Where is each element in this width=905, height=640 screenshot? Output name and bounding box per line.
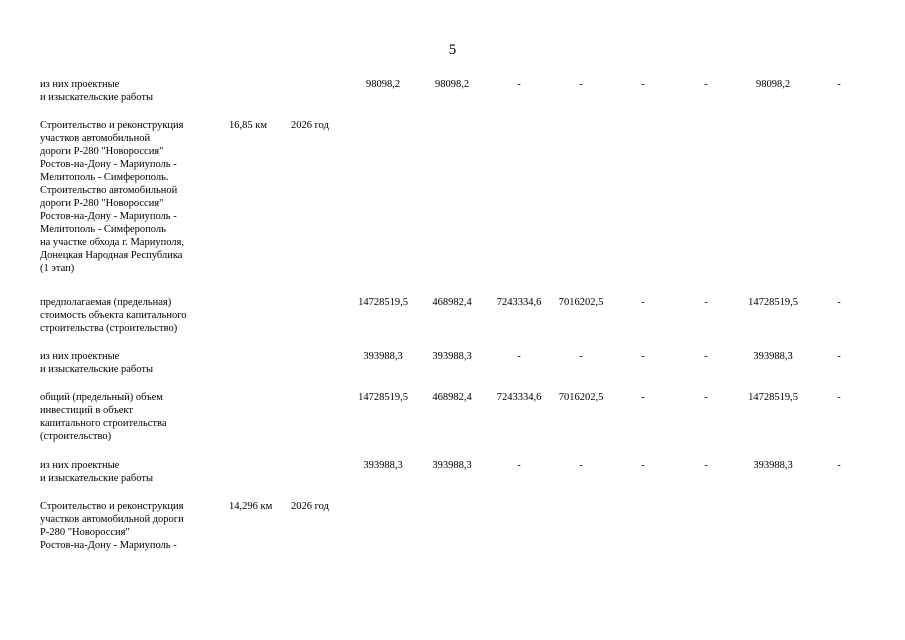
row-value: - (704, 79, 708, 90)
row-value: - (837, 297, 841, 308)
row-value: - (517, 79, 521, 90)
row-value: 14728519,5 (748, 392, 798, 403)
page-number: 5 (448, 42, 457, 58)
row-name-line: капитального строительства (40, 418, 167, 429)
row-value: - (641, 392, 645, 403)
row-name-line: из них проектные (40, 460, 120, 471)
row-value: - (837, 392, 841, 403)
row-value: - (517, 460, 521, 471)
row-value: 393988,3 (432, 460, 472, 471)
row-year: 2026 год (291, 120, 329, 131)
row-value: 7243334,6 (496, 392, 542, 403)
row-value: - (837, 351, 841, 362)
row-name-line: участков автомобильной дороги (40, 514, 184, 525)
row-name-line: Строительство и реконструкция (40, 501, 184, 512)
row-value: 393988,3 (753, 351, 793, 362)
row-name-line: Р-280 "Новороссия" (40, 527, 130, 538)
row-name-line: Донецкая Народная Республика (40, 250, 183, 261)
row-name-line: Строительство и реконструкция (40, 120, 184, 131)
row-value: - (704, 351, 708, 362)
row-value: 468982,4 (432, 297, 472, 308)
row-name (40, 500, 215, 552)
row-value: 393988,3 (363, 460, 403, 471)
row-name-line: дороги Р-280 "Новороссия" (40, 198, 164, 209)
row-name-line: Ростов-на-Дону - Мариуполь - (40, 211, 177, 222)
row-value: 98098,2 (755, 79, 791, 90)
row-name-line: и изыскательские работы (40, 473, 154, 484)
row-value: - (579, 460, 583, 471)
row-name-line: строительства (строительство) (40, 323, 178, 334)
row-name-line: инвестиций в объект (40, 405, 133, 416)
row-name-line: и изыскательские работы (40, 92, 154, 103)
row-value: - (704, 297, 708, 308)
row-name-line: общий (предельный) объем (40, 392, 163, 403)
row-value: 393988,3 (432, 351, 472, 362)
row-value: 14728519,5 (748, 297, 798, 308)
row-value: - (517, 351, 521, 362)
row-value: - (641, 351, 645, 362)
row-value: 468982,4 (432, 392, 472, 403)
row-value: - (579, 351, 583, 362)
row-value: - (641, 460, 645, 471)
row-name (40, 391, 215, 443)
row-name (40, 78, 215, 104)
row-value: 14728519,5 (358, 392, 408, 403)
row-value: 14728519,5 (358, 297, 408, 308)
row-name-line: Мелитополь - Симферополь. (40, 172, 169, 183)
row-name-line: из них проектные (40, 351, 120, 362)
row-name-line: Строительство автомобильной (40, 185, 178, 196)
row-value: 393988,3 (753, 460, 793, 471)
row-value: - (837, 460, 841, 471)
row-name-line: (1 этап) (40, 263, 75, 274)
row-name-line: из них проектные (40, 79, 120, 90)
row-name-line: (строительство) (40, 431, 112, 442)
row-length: 14,296 км (229, 501, 273, 512)
row-value: 98098,2 (434, 79, 470, 90)
row-name-line: Ростов-на-Дону - Мариуполь - (40, 540, 177, 551)
row-name-line: предполагаемая (предельная) (40, 297, 172, 308)
row-name-line: дороги Р-280 "Новороссия" (40, 146, 164, 157)
row-name (40, 350, 215, 376)
row-name-line: Мелитополь - Симферополь (40, 224, 166, 235)
row-value: - (641, 297, 645, 308)
row-name (40, 296, 215, 335)
row-value: 98098,2 (365, 79, 401, 90)
row-value: 393988,3 (363, 351, 403, 362)
row-value: - (837, 79, 841, 90)
row-value: - (641, 79, 645, 90)
row-name-line: на участке обхода г. Мариуполя, (40, 237, 185, 248)
row-name-line: участков автомобильной (40, 133, 151, 144)
row-name-line: стоимость объекта капитального (40, 310, 187, 321)
row-value: 7016202,5 (558, 297, 604, 308)
row-name-line: Ростов-на-Дону - Мариуполь - (40, 159, 177, 170)
row-length: 16,85 км (229, 120, 267, 131)
row-name (40, 459, 215, 485)
row-value: - (579, 79, 583, 90)
row-value: - (704, 460, 708, 471)
row-year: 2026 год (291, 501, 329, 512)
row-value: 7243334,6 (496, 297, 542, 308)
row-name-line: и изыскательские работы (40, 364, 154, 375)
row-value: 7016202,5 (558, 392, 604, 403)
row-name (40, 119, 215, 275)
row-value: - (704, 392, 708, 403)
